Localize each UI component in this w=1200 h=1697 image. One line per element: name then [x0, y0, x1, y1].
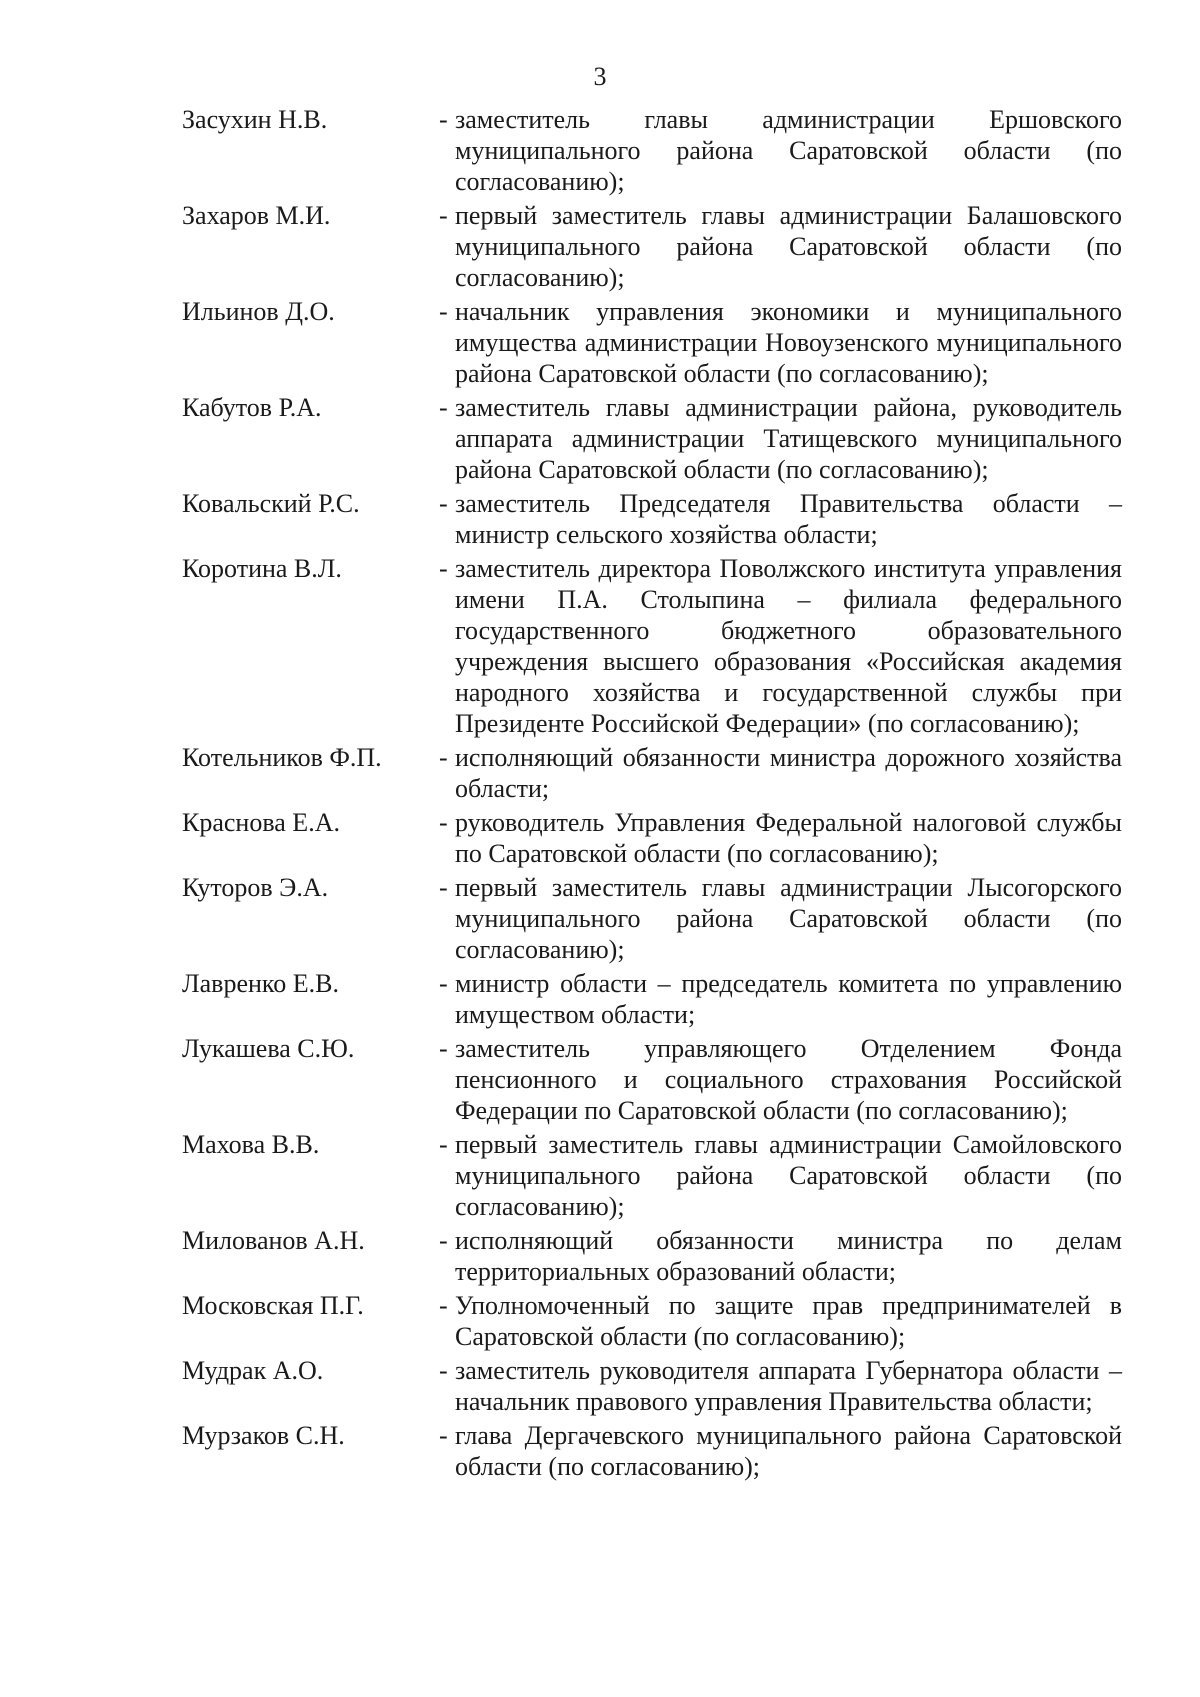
- member-entry: [182, 872, 1122, 965]
- member-position: заместитель директора Поволжского института управления имени П.А. Столыпина – филиала федерального государственного бюджетного образовательного учреждения высшего образования «Российская академия народного хозяйства и государственной службы при Президенте Российской Федерации» (по согласованию);: [455, 554, 1122, 738]
- member-entry: [182, 1290, 1122, 1352]
- member-list: [182, 104, 1122, 1485]
- member-name: Махова В.В.: [182, 1130, 320, 1159]
- member-dash: -: [439, 201, 448, 230]
- member-entry: [182, 1033, 1122, 1126]
- member-position: Уполномоченный по защите прав предпринимателей в Саратовской области (по согласованию);: [455, 1291, 1122, 1351]
- member-name: Куторов Э.А.: [182, 873, 329, 902]
- member-name: Ильинов Д.О.: [182, 297, 335, 326]
- member-dash: -: [439, 489, 448, 518]
- member-dash: -: [439, 1034, 448, 1063]
- member-position: глава Дергачевского муниципального района Саратовской области (по согласованию);: [455, 1421, 1122, 1481]
- member-entry: [182, 392, 1122, 485]
- member-dash: -: [439, 1130, 448, 1159]
- member-entry: [182, 200, 1122, 293]
- member-entry: [182, 104, 1122, 197]
- member-dash: -: [439, 1421, 448, 1450]
- member-name: Милованов А.Н.: [182, 1226, 365, 1255]
- member-entry: [182, 1420, 1122, 1482]
- member-entry: [182, 1129, 1122, 1222]
- member-position: руководитель Управления Федеральной налоговой службы по Саратовской области (по согласованию);: [455, 808, 1122, 868]
- member-dash: -: [439, 743, 448, 772]
- member-position: первый заместитель главы администрации Балашовского муниципального района Саратовской области (по согласованию);: [455, 201, 1122, 292]
- member-name: Лукашева С.Ю.: [182, 1034, 355, 1063]
- member-position: исполняющий обязанности министра по делам территориальных образований области;: [455, 1226, 1122, 1286]
- member-dash: -: [439, 808, 448, 837]
- member-entry: [182, 968, 1122, 1030]
- member-dash: -: [439, 393, 448, 422]
- member-name: Засухин Н.В.: [182, 105, 328, 134]
- member-entry: [182, 488, 1122, 550]
- member-entry: [182, 296, 1122, 389]
- member-name: Мудрак А.О.: [182, 1356, 324, 1385]
- member-dash: -: [439, 297, 448, 326]
- member-name: Коротина В.Л.: [182, 554, 342, 583]
- member-dash: -: [439, 1356, 448, 1385]
- member-position: заместитель главы администрации Ершовского муниципального района Саратовской области (по согласованию);: [455, 105, 1122, 196]
- member-position: первый заместитель главы администрации Лысогорского муниципального района Саратовской области (по согласованию);: [455, 873, 1122, 964]
- member-entry: [182, 742, 1122, 804]
- member-position: министр области – председатель комитета по управлению имуществом области;: [455, 969, 1122, 1029]
- page-number: 3: [593, 62, 607, 91]
- member-entry: [182, 1225, 1122, 1287]
- member-dash: -: [439, 969, 448, 998]
- member-dash: -: [439, 1291, 448, 1320]
- member-name: Краснова Е.А.: [182, 808, 340, 837]
- member-dash: -: [439, 105, 448, 134]
- member-name: Захаров М.И.: [182, 201, 331, 230]
- member-entry: [182, 553, 1122, 739]
- member-entry: [182, 1355, 1122, 1417]
- member-position: заместитель управляющего Отделением Фонда пенсионного и социального страхования Российской Федерации по Саратовской области (по согласованию);: [455, 1034, 1122, 1125]
- member-entry: [182, 807, 1122, 869]
- member-name: Московская П.Г.: [182, 1291, 364, 1320]
- member-position: начальник управления экономики и муниципального имущества администрации Новоузенского муниципального района Саратовской области (по согласованию);: [455, 297, 1122, 388]
- member-position: заместитель руководителя аппарата Губернатора области – начальник правового управления Правительства области;: [455, 1356, 1122, 1416]
- member-name: Лавренко Е.В.: [182, 969, 339, 998]
- member-name: Котельников Ф.П.: [182, 743, 382, 772]
- member-name: Мурзаков С.Н.: [182, 1421, 345, 1450]
- member-dash: -: [439, 873, 448, 902]
- member-dash: -: [439, 554, 448, 583]
- member-position: заместитель главы администрации района, руководитель аппарата администрации Татищевского муниципального района Саратовской области (по согласованию);: [455, 393, 1122, 484]
- member-name: Ковальский Р.С.: [182, 489, 360, 518]
- member-name: Кабутов Р.А.: [182, 393, 322, 422]
- member-position: первый заместитель главы администрации Самойловского муниципального района Саратовской области (по согласованию);: [455, 1130, 1122, 1221]
- member-dash: -: [439, 1226, 448, 1255]
- member-position: исполняющий обязанности министра дорожного хозяйства области;: [455, 743, 1122, 803]
- member-position: заместитель Председателя Правительства области – министр сельского хозяйства области;: [455, 489, 1122, 549]
